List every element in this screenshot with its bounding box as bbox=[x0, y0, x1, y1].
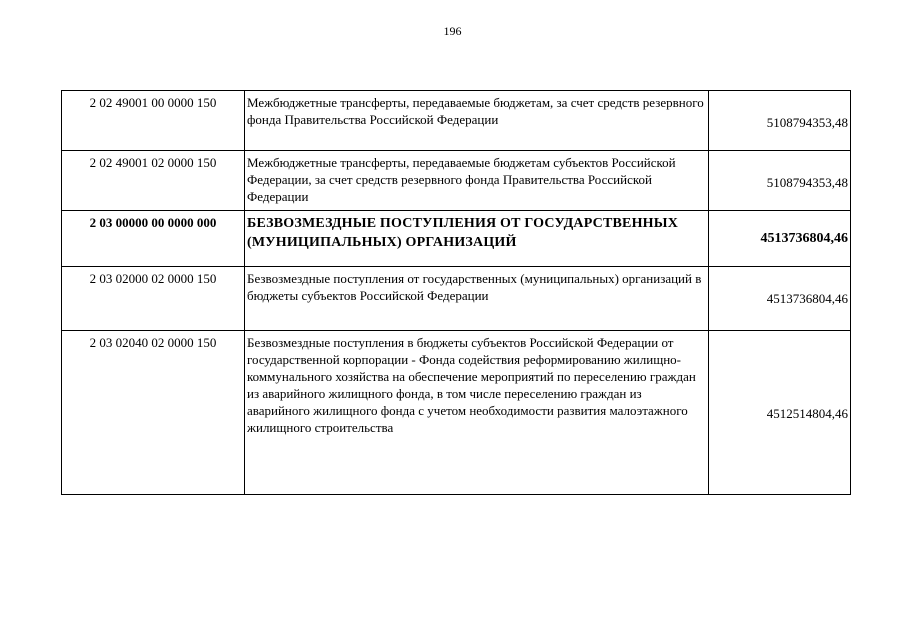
row-amount: 4513736804,46 bbox=[709, 267, 851, 331]
table-row-section-total bbox=[62, 211, 851, 267]
row-name: Безвозмездные поступления в бюджеты субъектов Российской Федерации от государственной корпорации - Фонда содействия реформированию жилищно-коммунального хозяйства на обеспечение мероприятий по переселению граждан из аварийного жилищного фонда, в том числе переселению граждан из аварийного жилищного фонда с учетом необходимости развития малоэтажного жилищного строительства bbox=[245, 331, 709, 495]
row-code: 2 03 00000 00 0000 000 bbox=[62, 211, 245, 267]
table-row bbox=[62, 267, 851, 331]
row-name: Межбюджетные трансферты, передаваемые бюджетам субъектов Российской Федерации, за счет средств резервного фонда Правительства Российской Федерации bbox=[245, 151, 709, 211]
row-code: 2 03 02040 02 0000 150 bbox=[62, 331, 245, 495]
table-row bbox=[62, 151, 851, 211]
row-code: 2 03 02000 02 0000 150 bbox=[62, 267, 245, 331]
table-row bbox=[62, 331, 851, 495]
table-row bbox=[62, 91, 851, 151]
row-name: БЕЗВОЗМЕЗДНЫЕ ПОСТУПЛЕНИЯ ОТ ГОСУДАРСТВЕННЫХ (МУНИЦИПАЛЬНЫХ) ОРГАНИЗАЦИЙ bbox=[245, 211, 709, 267]
row-amount: 4512514804,46 bbox=[709, 331, 851, 495]
row-name: Межбюджетные трансферты, передаваемые бюджетам, за счет средств резервного фонда Правительства Российской Федерации bbox=[245, 91, 709, 151]
row-amount: 5108794353,48 bbox=[709, 151, 851, 211]
row-code: 2 02 49001 02 0000 150 bbox=[62, 151, 245, 211]
row-amount: 4513736804,46 bbox=[709, 211, 851, 267]
budget-table bbox=[61, 90, 851, 495]
row-amount: 5108794353,48 bbox=[709, 91, 851, 151]
row-name: Безвозмездные поступления от государственных (муниципальных) организаций в бюджеты субъектов Российской Федерации bbox=[245, 267, 709, 331]
page-number: 196 bbox=[443, 24, 462, 38]
row-code: 2 02 49001 00 0000 150 bbox=[62, 91, 245, 151]
